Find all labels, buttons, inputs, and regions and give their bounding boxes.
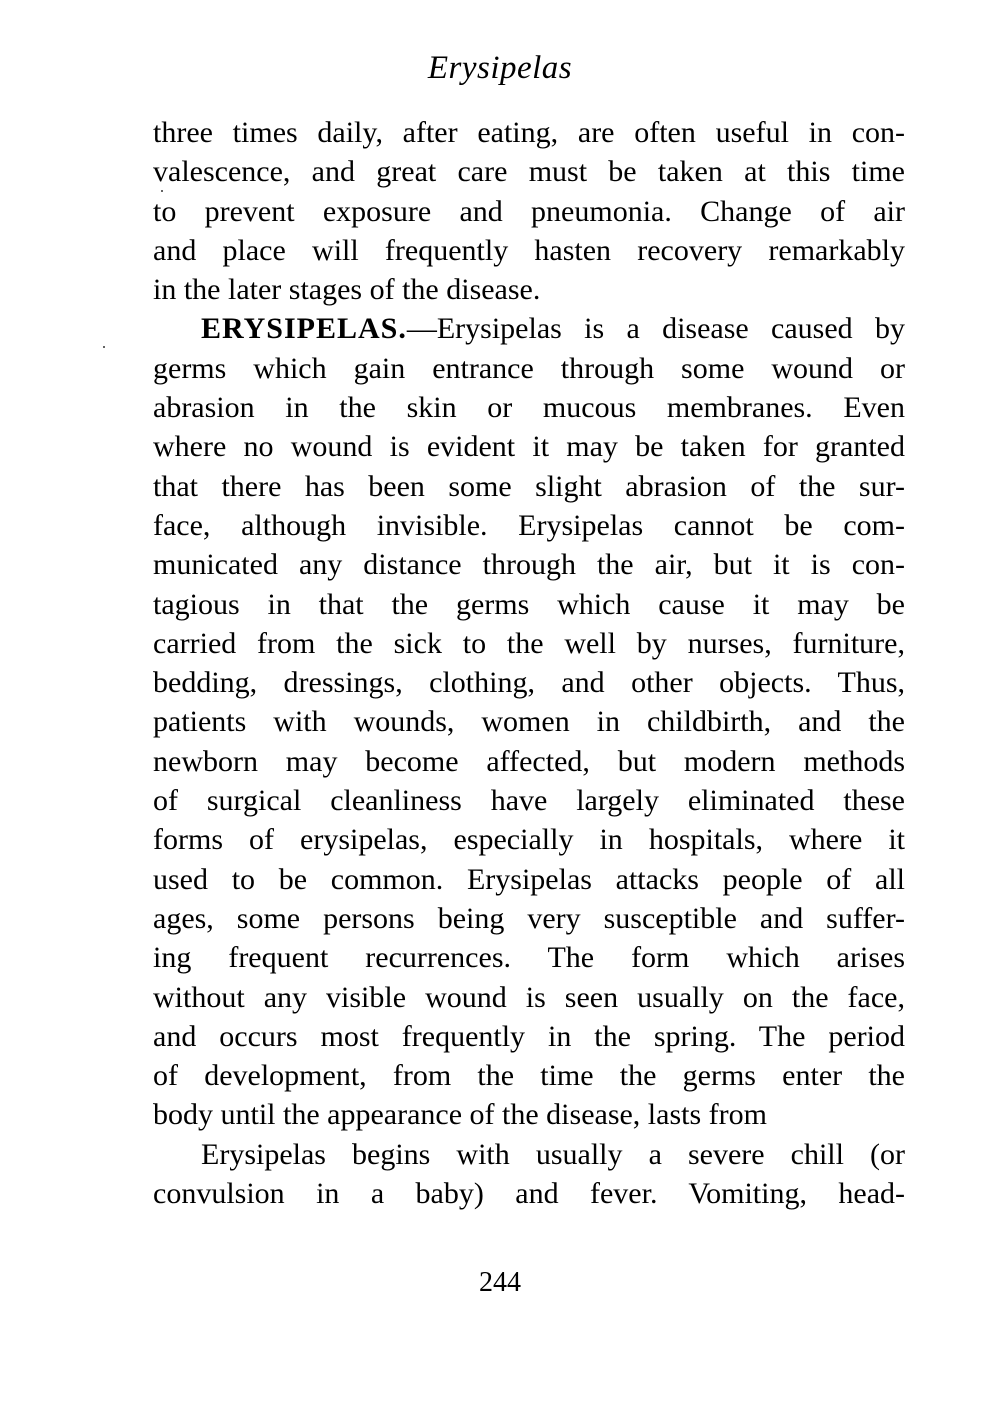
- text-line: ages, some persons being very susceptible and suffer-: [153, 901, 905, 935]
- text-line: forms of erysipelas, especially in hospitals, where it: [153, 823, 905, 857]
- text-line: used to be common. Erysipelas attacks people of all: [153, 862, 905, 896]
- text-line: valescence, and great care must be taken at this time: [153, 155, 905, 189]
- text-line: of surgical cleanliness have largely eliminated these: [153, 784, 905, 818]
- text-line-with-heading: [153, 309, 905, 348]
- body-text: [153, 113, 905, 1213]
- page-number: 244: [479, 1267, 521, 1298]
- text-line: newborn may become affected, but modern methods: [153, 744, 905, 778]
- text-line: and occurs most frequently in the spring. The period: [153, 1019, 905, 1053]
- scan-speck: [103, 346, 105, 348]
- text-line: patients with wounds, women in childbirth, and the: [153, 705, 905, 739]
- text-line: Erysipelas begins with usually a severe chill (or: [201, 1137, 905, 1171]
- text-line: that there has been some slight abrasion of the sur-: [153, 469, 905, 503]
- running-head: Erysipelas: [427, 50, 573, 86]
- text-line: abrasion in the skin or mucous membranes. Even: [153, 391, 905, 425]
- text-line: tagious in that the germs which cause it may be: [153, 587, 905, 621]
- text-line: face, although invisible. Erysipelas cannot be com-: [153, 508, 905, 542]
- text-line: convulsion in a baby) and fever. Vomiting, head-: [153, 1177, 905, 1211]
- text-line: ing frequent recurrences. The form which arises: [153, 941, 905, 975]
- paragraph-onset: [153, 1135, 905, 1214]
- text-line: bedding, dressings, clothing, and other objects. Thus,: [153, 666, 905, 700]
- paragraph-continuation: [153, 113, 905, 309]
- text-line: in the later stages of the disease.: [153, 273, 541, 307]
- text-line: to prevent exposure and pneumonia. Change of air: [153, 194, 905, 228]
- text-line: and place will frequently hasten recovery remarkably: [153, 233, 905, 267]
- text-line: three times daily, after eating, are often useful in con-: [153, 116, 905, 149]
- text-line: municated any distance through the air, but it is con-: [153, 548, 905, 582]
- text-line: germs which gain entrance through some wound or: [153, 351, 905, 385]
- scan-speck: [161, 190, 163, 192]
- text-line: body until the appearance of the disease, lasts from: [153, 1098, 767, 1132]
- text-line: of development, from the time the germs enter the: [153, 1059, 905, 1093]
- paragraph-erysipelas: [153, 309, 905, 1134]
- text-line: without any visible wound is seen usually on the face,: [153, 980, 905, 1014]
- text-line: where no wound is evident it may be taken for granted: [153, 430, 905, 464]
- text-run: —Erysipelas is a disease caused by: [406, 312, 905, 346]
- section-heading: ERYSIPELAS.: [201, 312, 407, 346]
- text-line: carried from the sick to the well by nurses, furniture,: [153, 626, 905, 660]
